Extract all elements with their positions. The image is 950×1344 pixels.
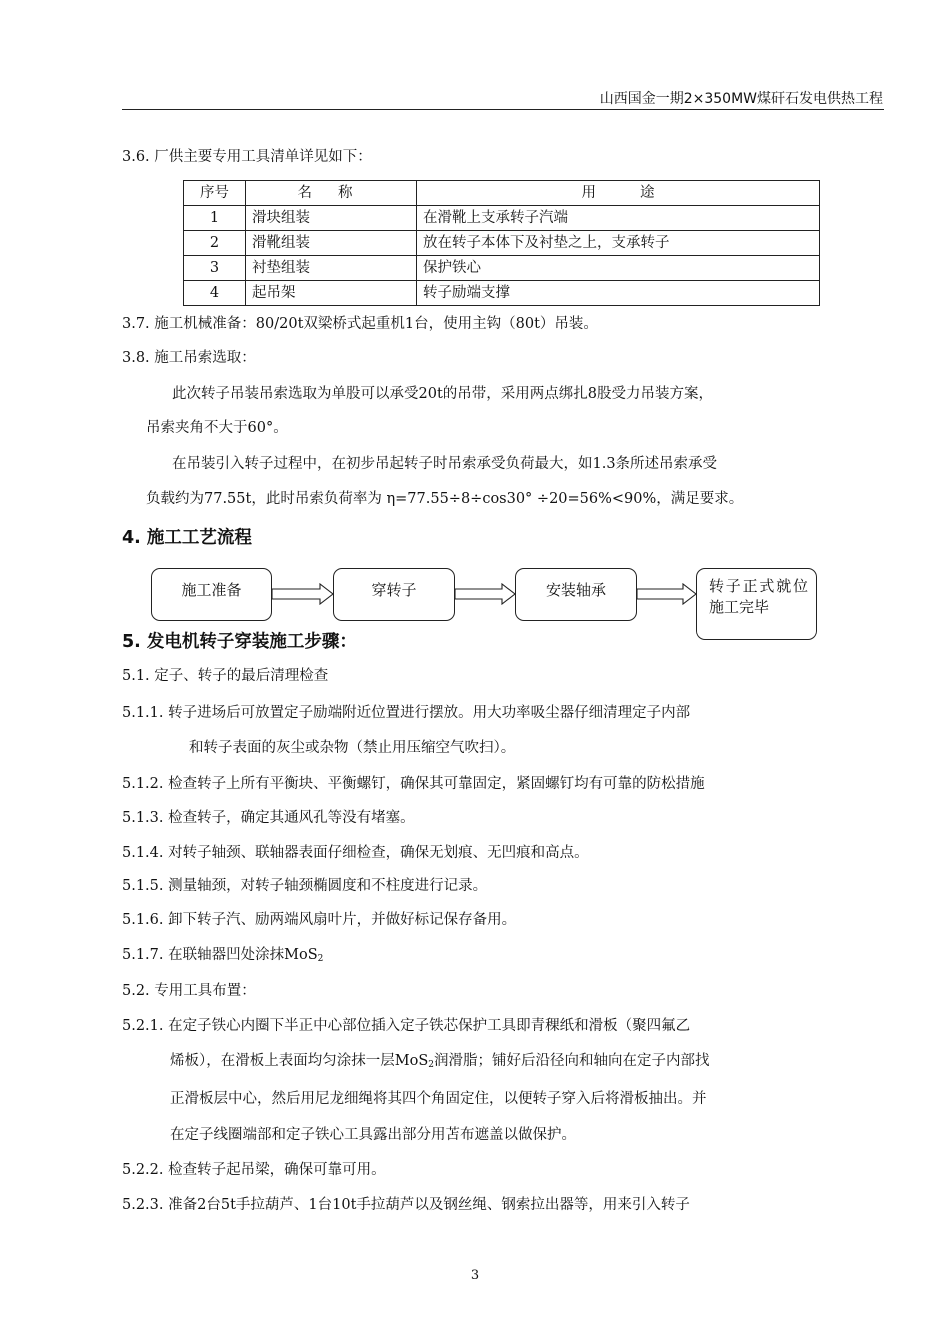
paragraph-line: 负载约为77.55t，此时吊索负荷率为 η=77.55÷8÷cos30° ÷20=56%<90%，满足要求。 bbox=[146, 491, 744, 507]
page-number: 3 bbox=[470, 1268, 480, 1283]
list-item-text: 润滑脂；铺好后沿径向和轴向在定子内部找 bbox=[434, 1053, 710, 1069]
flow-arrow-icon bbox=[272, 584, 333, 604]
table-cell: 转子励端支撑 bbox=[417, 281, 820, 306]
section-3-6: 3.6. 厂供主要专用工具清单详见如下： bbox=[122, 149, 372, 165]
list-item: 5.1.3. 检查转子，确定其通风孔等没有堵塞。 bbox=[122, 810, 415, 826]
section-5-1: 5.1. 定子、转子的最后清理检查 bbox=[122, 668, 329, 684]
table-header-cell: 名称 bbox=[246, 181, 417, 206]
table-cell: 放在转子本体下及衬垫之上，支承转子 bbox=[417, 231, 820, 256]
list-item: 5.2.1. 在定子铁心内圈下半正中心部位插入定子铁芯保护工具即青稞纸和滑板（聚四氟乙 bbox=[122, 1018, 691, 1034]
table-cell: 1 bbox=[184, 206, 246, 231]
list-item-continuation bbox=[170, 1051, 710, 1075]
table-header-cell: 序号 bbox=[184, 181, 246, 206]
section-3-8: 3.8. 施工吊索选取： bbox=[122, 350, 256, 366]
list-item bbox=[122, 945, 323, 969]
flow-arrow-icon bbox=[637, 584, 696, 604]
list-item-continuation: 在定子线圈端部和定子铁心工具露出部分用苫布遮盖以做保护。 bbox=[170, 1127, 576, 1143]
flow-step-label: 转子正式就位施工完毕 bbox=[709, 577, 808, 616]
table-cell: 起吊架 bbox=[246, 281, 417, 306]
list-item: 5.1.6. 卸下转子汽、励两端风扇叶片，并做好标记保存备用。 bbox=[122, 912, 517, 928]
list-item-text: 烯板），在滑板上表面均匀涂抹一层MoS bbox=[170, 1053, 429, 1069]
subscript: 2 bbox=[317, 954, 324, 964]
list-item: 5.2.3. 准备2台5t手拉葫芦、1台10t手拉葫芦以及钢丝绳、钢索拉出器等，用来引入转子 bbox=[122, 1197, 690, 1213]
flow-step-label: 安装轴承 bbox=[545, 581, 606, 599]
table-cell: 4 bbox=[184, 281, 246, 306]
list-item: 5.2.2. 检查转子起吊梁，确保可靠可用。 bbox=[122, 1162, 386, 1178]
list-item-continuation: 和转子表面的灰尘或杂物（禁止用压缩空气吹扫）。 bbox=[189, 740, 516, 756]
list-item: 5.1.4. 对转子轴颈、联轴器表面仔细检查，确保无划痕、无凹痕和高点。 bbox=[122, 845, 589, 861]
table-cell: 3 bbox=[184, 256, 246, 281]
paragraph-line: 在吊装引入转子过程中，在初步吊起转子时吊索承受负荷最大，如1.3条所述吊索承受 bbox=[172, 456, 718, 472]
section-5-heading: 5. 发电机转子穿装施工步骤： bbox=[122, 632, 357, 652]
section-4-heading: 4. 施工工艺流程 bbox=[122, 528, 252, 548]
table-header-cell: 用途 bbox=[417, 181, 820, 206]
flow-arrow-icon bbox=[455, 584, 515, 604]
section-5-2: 5.2. 专用工具布置： bbox=[122, 983, 256, 999]
list-item-text: 5.1.7. 在联轴器凹处涂抹MoS bbox=[122, 947, 318, 963]
list-item: 5.1.5. 测量轴颈，对转子轴颈椭圆度和不柱度进行记录。 bbox=[122, 878, 488, 894]
section-3-7: 3.7. 施工机械准备：80/20t双梁桥式起重机1台，使用主钩（80t）吊装。 bbox=[122, 316, 598, 332]
paragraph-line: 吊索夹角不大于60°。 bbox=[146, 420, 288, 436]
list-item: 5.1.2. 检查转子上所有平衡块、平衡螺钉，确保其可靠固定，紧固螺钉均有可靠的防松措施 bbox=[122, 776, 705, 792]
list-item-continuation: 正滑板层中心，然后用尼龙细绳将其四个角固定住，以便转子穿入后将滑板抽出。并 bbox=[170, 1091, 707, 1107]
table-cell: 滑靴组装 bbox=[246, 231, 417, 256]
table-cell: 在滑靴上支承转子汽端 bbox=[417, 206, 820, 231]
table-cell: 2 bbox=[184, 231, 246, 256]
flow-step-label: 穿转子 bbox=[371, 581, 417, 599]
table-cell: 保护铁心 bbox=[417, 256, 820, 281]
list-item: 5.1.1. 转子进场后可放置定子励端附近位置进行摆放。用大功率吸尘器仔细清理定子内部 bbox=[122, 705, 691, 721]
table-cell: 滑块组装 bbox=[246, 206, 417, 231]
table-cell: 衬垫组装 bbox=[246, 256, 417, 281]
paragraph-line: 此次转子吊装吊索选取为单股可以承受20t的吊带，采用两点绑扎8股受力吊装方案， bbox=[172, 386, 713, 402]
header-title: 山西国金一期2×350MW煤矸石发电供热工程 bbox=[599, 91, 883, 107]
subscript: 2 bbox=[428, 1060, 434, 1070]
flow-step-label: 施工准备 bbox=[181, 581, 242, 599]
